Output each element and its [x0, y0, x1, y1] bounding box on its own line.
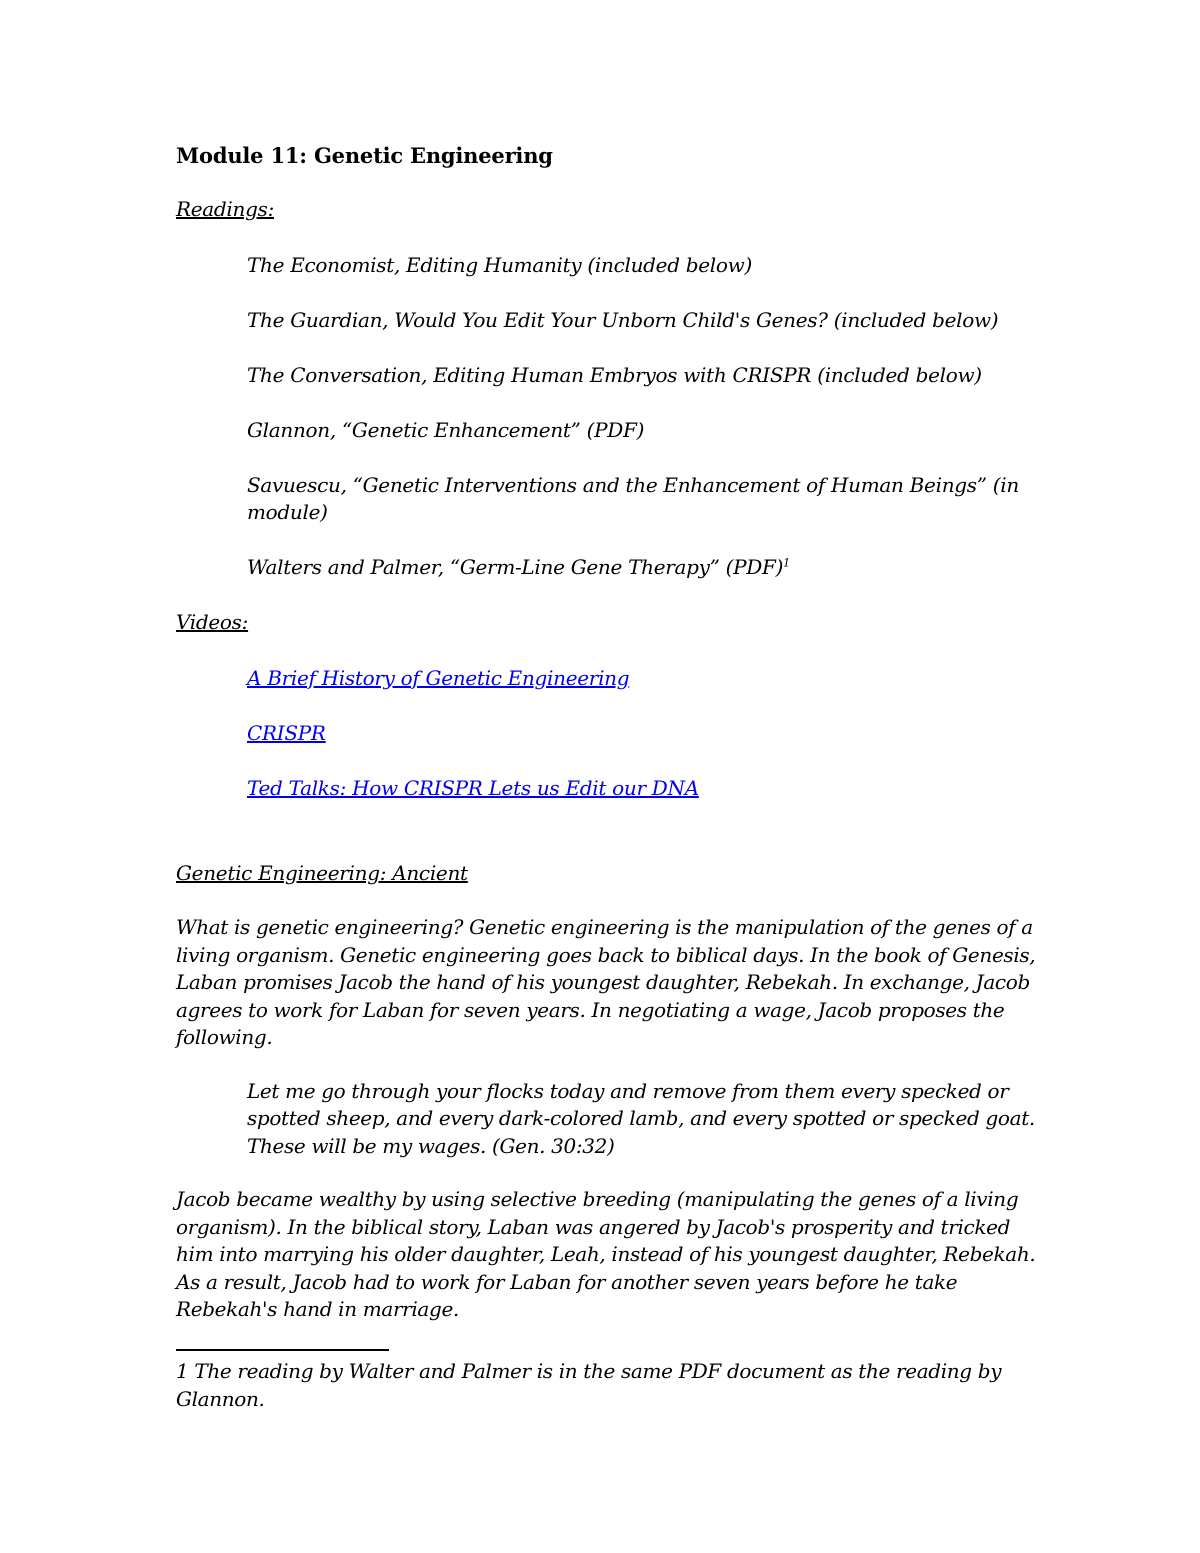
- videos-label: Videos:: [176, 610, 249, 634]
- readings-list: [176, 252, 1036, 581]
- video-item: [247, 775, 1036, 802]
- readings-label: Readings:: [176, 197, 275, 221]
- footnote-separator: [176, 1349, 389, 1351]
- reading-item: The Economist, Editing Humanity (included below): [247, 253, 752, 277]
- body-paragraph: What is genetic engineering? Genetic engineering is the manipulation of the genes of a living organism. Genetic engineering goes back to biblical days. In the book of Genesis, Laban promises Jacob the hand of his youngest daughter, Rebekah. In exchange, Jacob agrees to work for Laban for seven years. In negotiating a wage, Jacob proposes the following.: [176, 915, 1036, 1049]
- reading-item-with-footnote: [247, 554, 1036, 581]
- reading-item: Savuescu, “Genetic Interventions and the Enhancement of Human Beings” (in module): [247, 473, 1019, 524]
- body-paragraph: Jacob became wealthy by using selective breeding (manipulating the genes of a living organism). In the biblical story, Laban was angered by Jacob's prosperity and tricked him into marrying his older daughter, Leah, instead of his youngest daughter, Rebekah. As a result, Jacob had to work for Laban for another seven years before he take Rebekah's hand in marriage.: [176, 1187, 1036, 1321]
- reading-item: Glannon, “Genetic Enhancement” (PDF): [247, 418, 645, 442]
- video-item: [247, 665, 1036, 692]
- video-item: [247, 720, 1036, 747]
- reading-item: The Guardian, Would You Edit Your Unborn Child's Genes? (included below): [247, 308, 999, 332]
- reading-item: The Conversation, Editing Human Embryos with CRISPR (included below): [247, 363, 982, 387]
- block-quote: Let me go through your flocks today and remove from them every specked or spotted sheep, and every dark-colored lamb, and every spotted or specked goat. These will be my wages. (Gen. 30:32): [247, 1078, 1035, 1158]
- video-link[interactable]: Ted Talks: How CRISPR Lets us Edit our DNA: [247, 776, 699, 800]
- footnote-reference[interactable]: 1: [783, 556, 790, 570]
- document-page: [176, 138, 1036, 1324]
- video-link[interactable]: A Brief History of Genetic Engineering: [247, 666, 630, 690]
- module-title: Module 11: Genetic Engineering: [176, 143, 553, 168]
- section-heading: Genetic Engineering: Ancient: [176, 861, 468, 885]
- video-link[interactable]: CRISPR: [247, 721, 326, 745]
- footnote-text: 1 The reading by Walter and Palmer is in the same PDF document as the reading by Glannon.: [176, 1359, 1002, 1411]
- reading-item-text: Walters and Palmer, “Germ-Line Gene Therapy” (PDF): [247, 555, 784, 579]
- videos-list: [176, 665, 1036, 802]
